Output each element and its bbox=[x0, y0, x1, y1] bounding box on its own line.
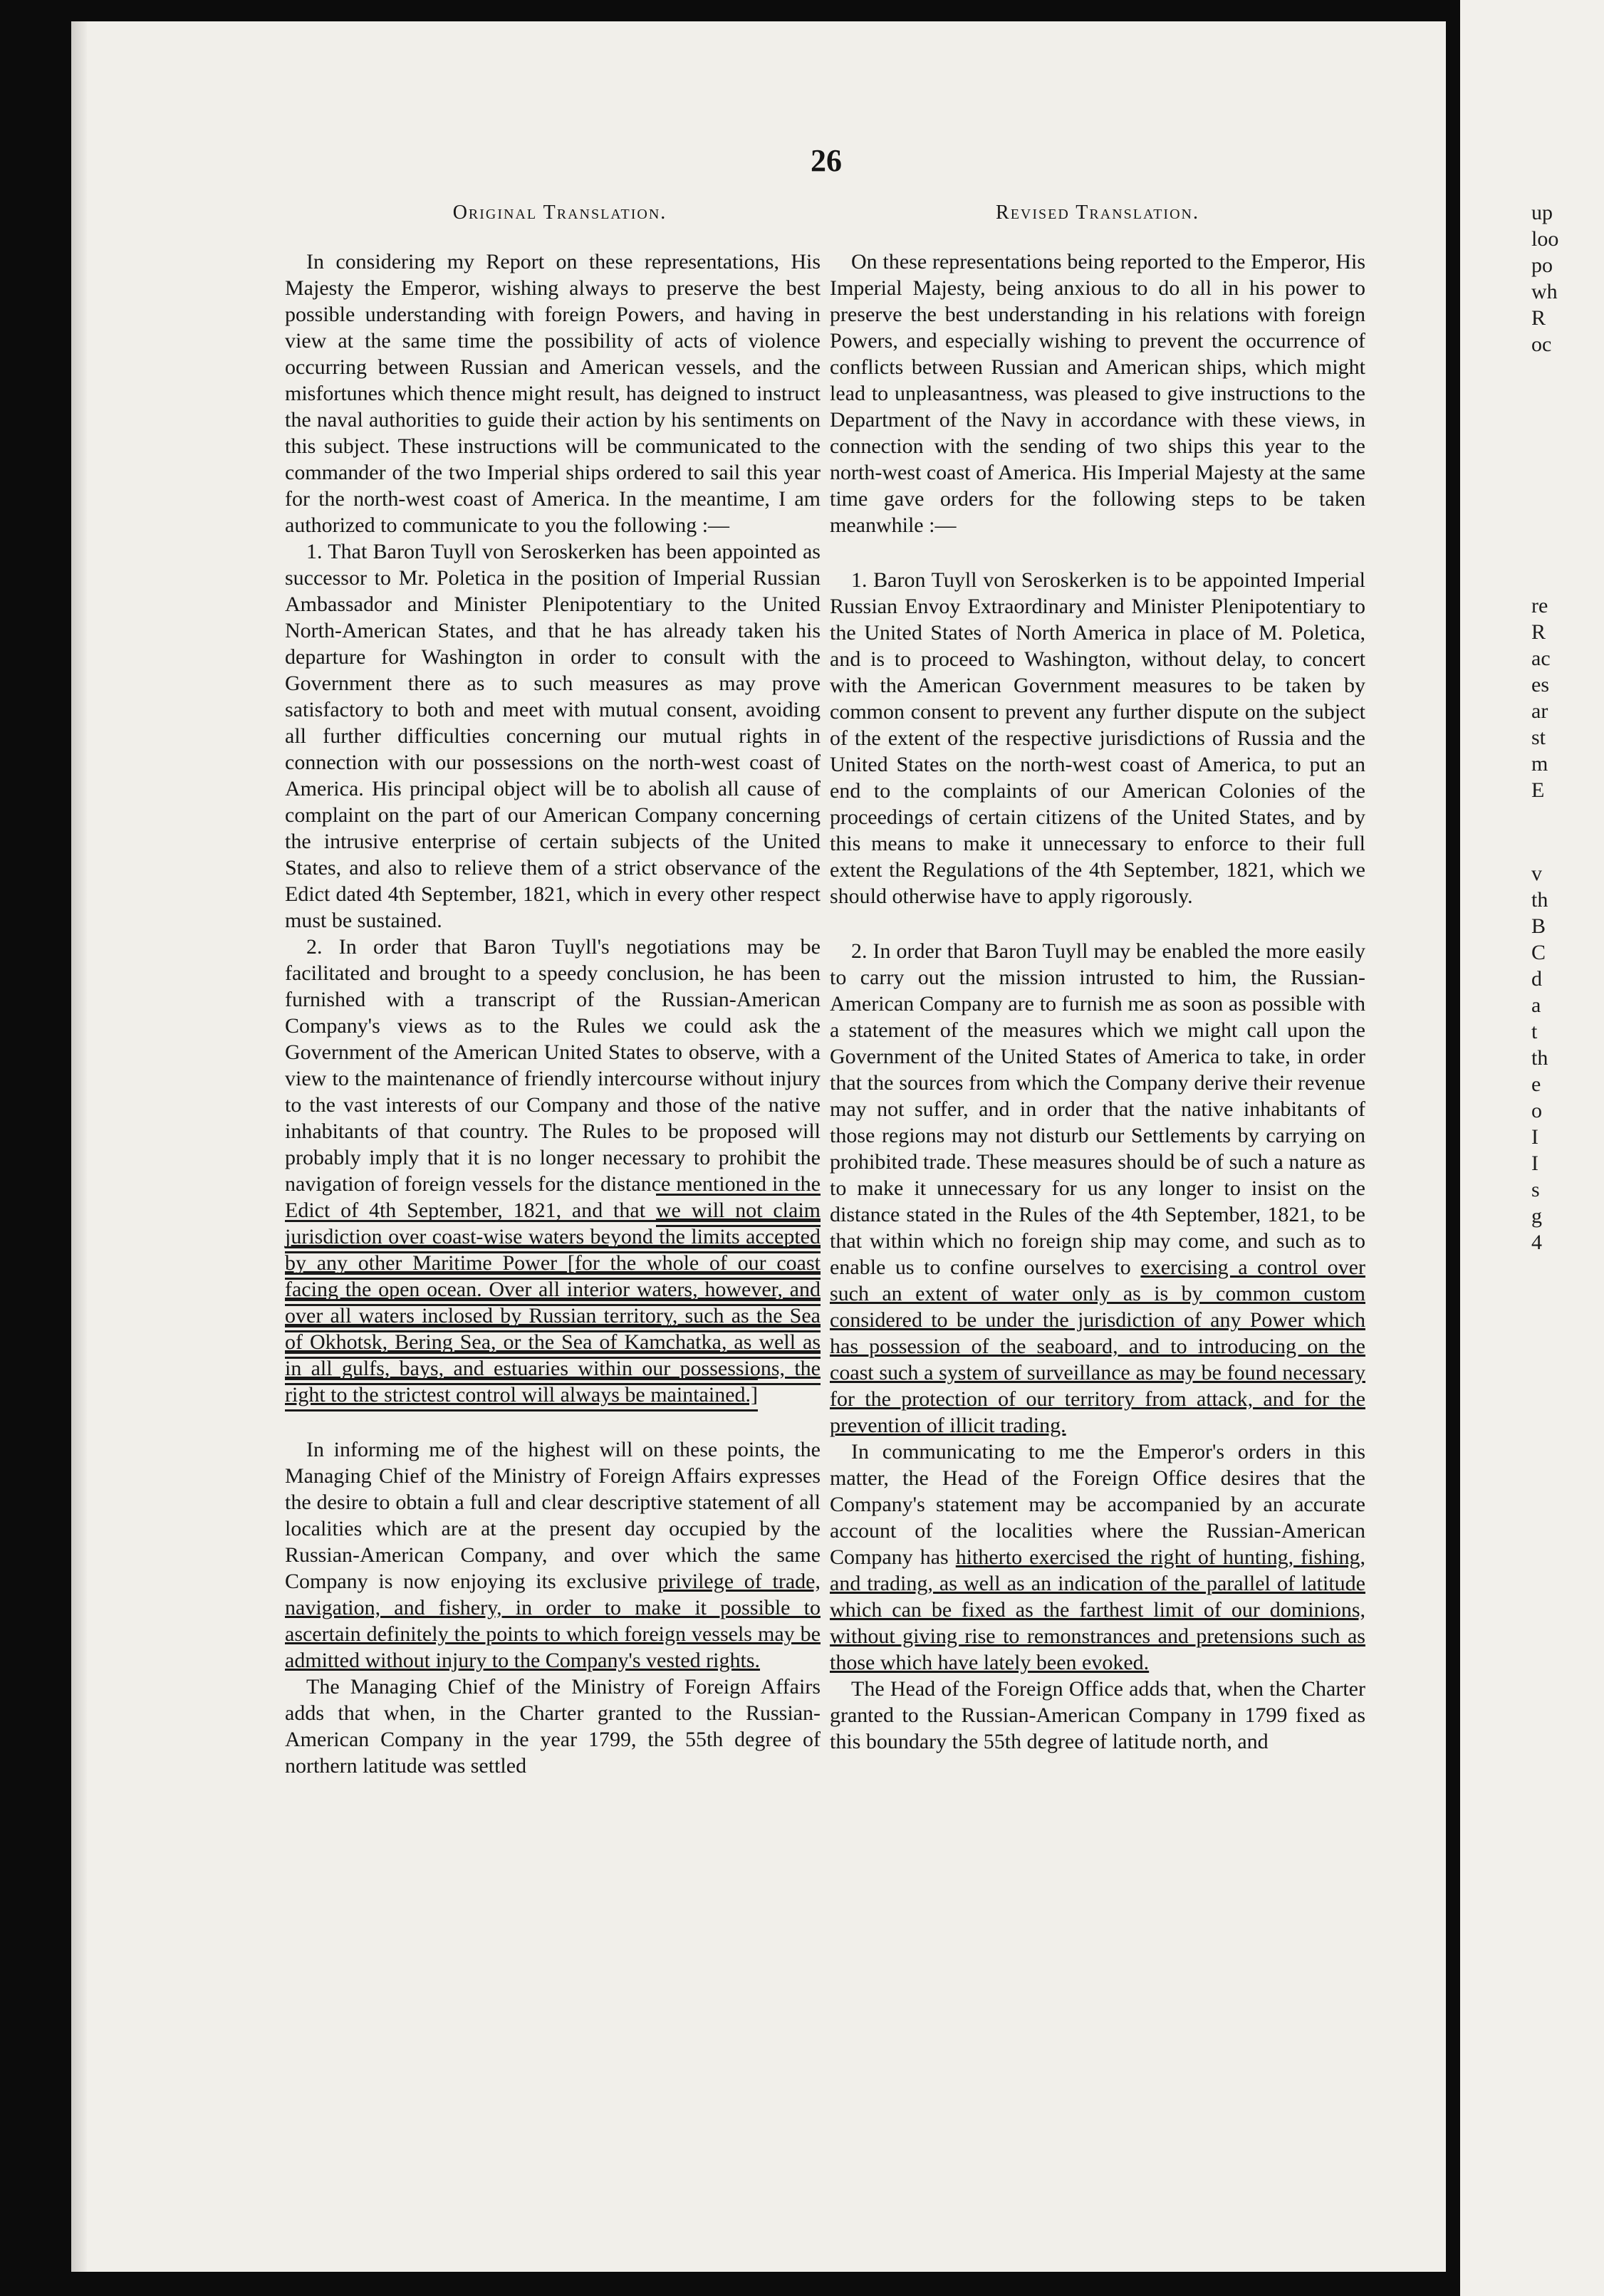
fragment: st bbox=[1531, 726, 1546, 749]
paragraph-point-1: 1. Baron Tuyll von Seroskerken is to be appointed Imperial Russian Envoy Extraordinary and Minister Plenipotentiary to the United States of North America in place of M. Poletica, and is to proceed to Washington, without delay, to concert with the American Government measures to be taken by common consent to prevent any further dispute on the subject of the extent of the respective jurisdictions of Russia and the United States on the north-west coast of America, to put an end to the complaints of our American Colonies of the proceedings of certain citizens of the United States, and by this means to make it unnecessary to enforce to their full extent the Regulations of the 4th September, 1821, which we should otherwise have to apply rigorously. bbox=[830, 568, 1365, 908]
paragraph-point-2 bbox=[285, 934, 821, 1408]
fragment: g bbox=[1531, 1204, 1542, 1228]
fragment: d bbox=[1531, 967, 1542, 991]
revised-translation-column bbox=[830, 199, 1365, 1755]
fragment: wh bbox=[1531, 280, 1558, 303]
paragraph-request-text: In informing me of the highest will on these points, the Managing Chief of the Ministry of Foreign Affairs expresses the desire to obtain a full and clear descriptive statement of all localities which are at the present day occupied by the Russian-American Company, and over which the same Company is now enjoying its exclusive bbox=[285, 1438, 821, 1593]
fragment: th bbox=[1531, 888, 1548, 912]
paragraph-intro: On these representations being reported to the Emperor, His Imperial Majesty, being anxious to do all in his power to preserve the best understanding in his relations with foreign Powers, and especially wishing to prevent the occurrence of conflicts between Russian and American ships, which might lead to unpleasantness, was pleased to give instructions to the Department of the Navy in accordance with these views, in connection with the sending of two ships this year to the north-west coast of America. His Imperial Majesty at the same time gave orders for the following steps to be taken meanwhile :— bbox=[830, 250, 1365, 537]
paragraph-point-2-text: 2. In order that Baron Tuyll may be enabled the more easily to carry out the mission intrusted to him, the Russian-American Company are to furnish me as soon as possible with a statement of the measures which we might call upon the Government of the United States of America to take, in order that the sources from which the Company derive their revenue may not suffer, and in order that the native inhabitants of those regions may not disturb our Settlements by carrying on prohibited trade. These measures should be of such a nature as to make it unnecessary for us any longer to insist on the distance stated in the Rules of the 4th September, 1821, to be that within which no foreign ship may come, and such as to enable us to confine ourselves to bbox=[830, 939, 1365, 1279]
fragment: ac bbox=[1531, 647, 1551, 670]
fragment: a bbox=[1531, 993, 1541, 1017]
paragraph-intro: In considering my Report on these representations, His Majesty the Emperor, wishing always to preserve the best possible understanding with foreign Powers, and having in view at the same time the possibility of acts of violence occurring between Russian and American vessels, and the misfortunes which thence might result, has deigned to instruct the naval authorities to guide their action by his sentiments on this subject. These instructions will be communicated to the commander of the two Imperial ships ordered to sail this year for the north-west coast of America. In the meantime, I am authorized to communicate to you the following :— bbox=[285, 250, 821, 537]
fragment: up bbox=[1531, 201, 1553, 224]
paragraph-point-1: 1. That Baron Tuyll von Seroskerken has been appointed as successor to Mr. Poletica in the position of Imperial Russian Ambassador and Minister Plenipotentiary to the United North-American States, and that he has already taken his departure for Washington in order to consult with the Government there as to such measures as may prove satisfactory to both and meet with mutual consent, avoiding all further difficulties concerning our mutual rights in connection with our possessions on the north-west coast of America. His principal object will be to abolish all cause of complaint on the part of our American Company concerning the intrusive enterprise of certain subjects of the United States, and also to relieve them of a strict observance of the Edict dated 4th September, 1821, which in every other respect must be sustained. bbox=[285, 540, 821, 932]
fragment: o bbox=[1531, 1099, 1542, 1122]
fragment: R bbox=[1531, 620, 1546, 644]
paragraph-point-2 bbox=[830, 938, 1365, 1439]
fragment: ar bbox=[1531, 699, 1548, 723]
fragment: I bbox=[1531, 1125, 1538, 1149]
paragraph-charter: The Head of the Foreign Office adds that, when the Charter granted to the Russian-American Company in 1799 fixed as this boundary the 55th degree of latitude north, and bbox=[830, 1677, 1365, 1753]
adjacent-page-fragments bbox=[1531, 199, 1558, 1256]
fragment: R bbox=[1531, 306, 1546, 330]
fragment: I bbox=[1531, 1152, 1538, 1175]
fragment: C bbox=[1531, 941, 1546, 964]
underlined-passage-privilege: privilege of trade, navigation, and fishery, in order to make it possible to ascertain definitely the points to which foreign vessels may be admitted without injury to the Company's vested rights. bbox=[285, 1570, 821, 1672]
scanned-page bbox=[71, 21, 1446, 2272]
fragment: re bbox=[1531, 594, 1548, 617]
paragraph-point-2-text: 2. In order that Baron Tuyll's negotiations may be facilitated and brought to a speedy conclusion, he has been furnished with a transcript of the Russian-American Company's views as to the Rules we could ask the Government of the American United States to observe, with a view to the maintenance of friendly intercourse without injury to the vast interests of our Company and those of the native inhabitants of that country. The Rules to be proposed will probably imply that it is no longer necessary to prohibit the navigation of foreign vessels for the distance mentioned in the Edict of 4th September, 1821, and that bbox=[285, 935, 821, 1222]
fragment: e bbox=[1531, 1073, 1541, 1096]
fragment: po bbox=[1531, 254, 1553, 277]
underlined-passage-control: exercising a control over such an extent of water only as is by common custom considered to be under the jurisdiction of any Power which has possession of the seaboard, and to introducing on the coast such a system of surveillance as may be found necessary for the protection of our territory from attack, and for the prevention of illicit trading. bbox=[830, 1256, 1365, 1437]
paragraph-managing-chief-request bbox=[285, 1436, 821, 1674]
adjacent-page-strip bbox=[1460, 0, 1604, 2296]
paragraph-charter: The Managing Chief of the Ministry of Foreign Affairs adds that when, in the Charter granted to the Russian-American Company in the year 1799, the 55th degree of northern latitude was settled bbox=[285, 1675, 821, 1778]
fragment: B bbox=[1531, 914, 1546, 938]
fragment: 4 bbox=[1531, 1231, 1542, 1254]
page-number: 26 bbox=[811, 143, 842, 178]
underlined-passage-hunting: hitherto exercised the right of hunting, fishing, and trading, as well as an indication of the parallel of latitude which can be fixed as the farthest limit of our dominions, without giving rise to remonstrances and pretensions such as those which have lately been evoked. bbox=[830, 1545, 1365, 1674]
fragment: E bbox=[1531, 778, 1545, 802]
paragraph-request-text: In communicating to me the Emperor's orders in this matter, the Head of the Foreign Office desires that the Company's statement may be accompanied by an accurate account of the localities where the Russian-American Company has bbox=[830, 1440, 1365, 1569]
column-heading-revised: Revised Translation. bbox=[996, 202, 1199, 224]
fragment: t bbox=[1531, 1020, 1538, 1043]
fragment: oc bbox=[1531, 333, 1552, 356]
original-translation-column bbox=[285, 199, 821, 1779]
fragment: m bbox=[1531, 752, 1548, 776]
underlined-passage-jurisdiction: we will not claim jurisdiction over coast-wise waters beyond the limits accepted by any other Maritime Power [for the whole of our coast facing the open ocean. Over all interior waters, however, and over all waters inclosed by Russian territory, such as the Sea of Okhotsk, Bering Sea, or the Sea of Kamchatka, as well as in all gulfs, bays, and estuaries within our possessions, the right to the strictest control will always be maintained.] bbox=[285, 1194, 821, 1411]
column-heading-original: Original Translation. bbox=[452, 202, 667, 224]
page-edge-shadow bbox=[71, 21, 87, 2272]
fragment: s bbox=[1531, 1178, 1540, 1201]
paragraph-foreign-office-request bbox=[830, 1439, 1365, 1676]
fragment: loo bbox=[1531, 227, 1559, 251]
fragment: th bbox=[1531, 1046, 1548, 1070]
fragment: es bbox=[1531, 673, 1549, 696]
fragment: v bbox=[1531, 862, 1542, 885]
